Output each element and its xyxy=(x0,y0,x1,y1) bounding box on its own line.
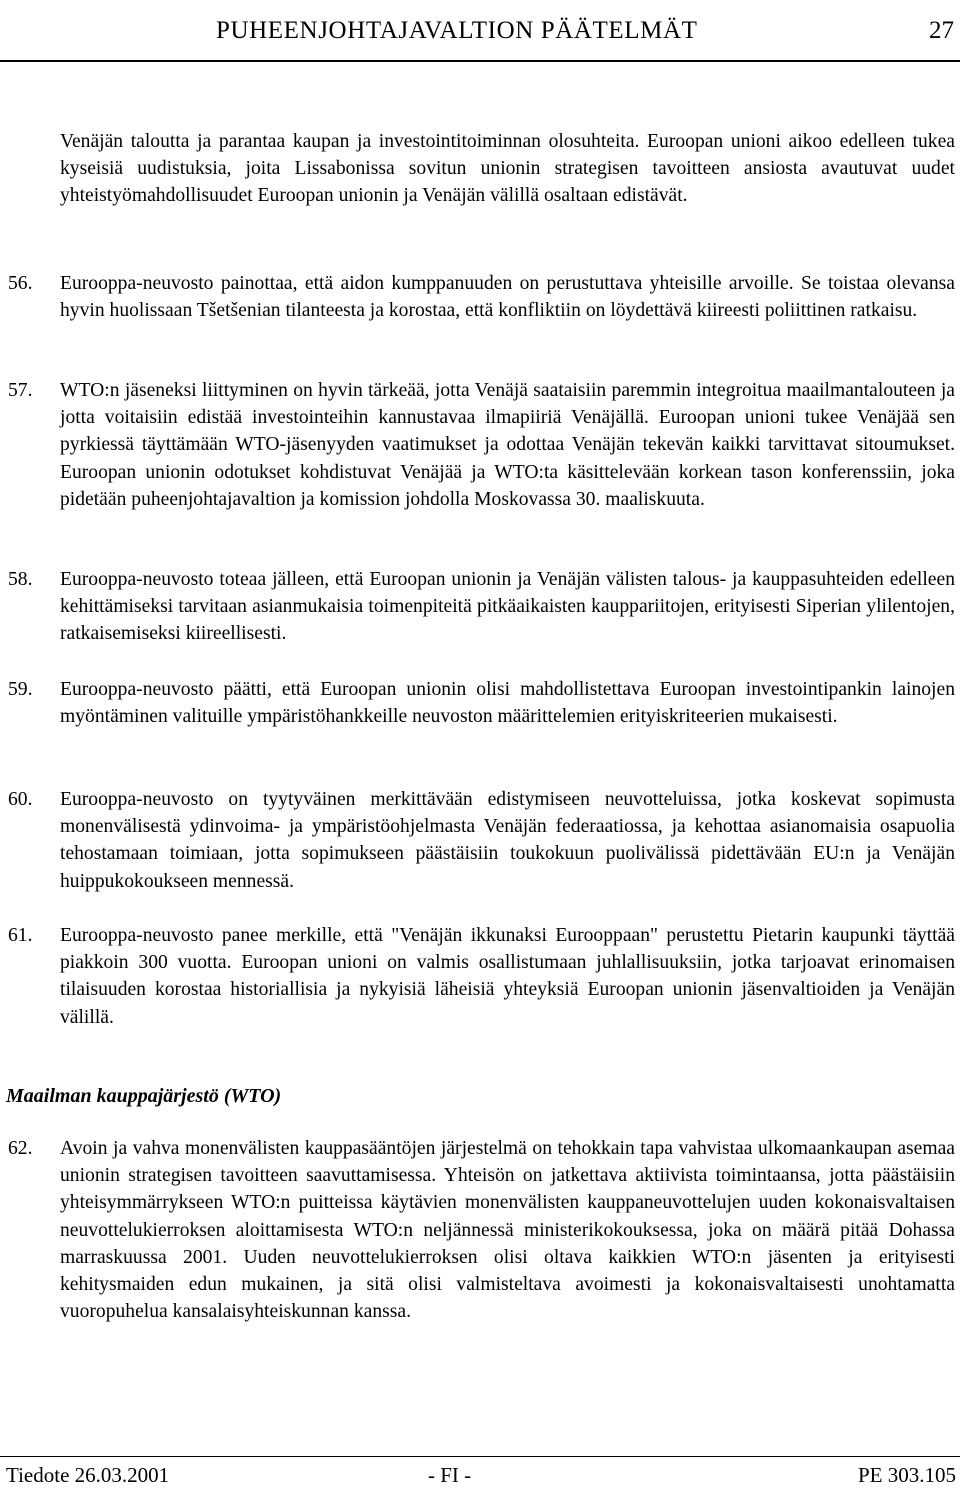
header-title: PUHEENJOHTAJAVALTION PÄÄTELMÄT xyxy=(216,17,698,44)
page-footer xyxy=(0,1456,960,1492)
item-number: 62. xyxy=(8,1138,33,1159)
item-number: 56. xyxy=(8,273,33,294)
item-number: 59. xyxy=(8,679,33,700)
footer-press-release-date: Tiedote 26.03.2001 xyxy=(6,1463,170,1487)
item-number: 60. xyxy=(8,789,33,810)
item-number: 57. xyxy=(8,380,33,401)
item-text: Eurooppa-neuvosto painottaa, että aidon kumppanuuden on perustuttava yhteisille arvoille. Se toistaa olevansa hyvin huolissaan Tšetšenian tilanteesta ja korostaa, että konfliktiin on löydettävä kiireesti poliittinen ratkaisu. xyxy=(60,273,955,322)
footer-language-code: - FI - xyxy=(428,1463,472,1487)
item-text: WTO:n jäseneksi liittyminen on hyvin tärkeää, jotta Venäjä saataisiin paremmin integroitua maailmantalouteen ja jotta voitaisiin edistää investointeihin kannustavaa ilmapiiriä Venäjällä. Euroopan unioni tukee Venäjää sen pyrkiessä täyttämään WTO-jäsenyyden vaatimukset ja odottaa Venäjän tekevän kaikki tarvittavat sitoumukset. Euroopan unionin odotukset kohdistuvat Venäjää ja WTO:ta käsittelevään korkean tason konferenssiin, joka pidetään puheenjohtajavaltion ja komission johdolla Moskovassa 30. maaliskuuta. xyxy=(60,380,955,510)
running-header xyxy=(0,12,960,62)
item-number: 58. xyxy=(8,569,33,590)
item-text: Eurooppa-neuvosto panee merkille, että "Venäjän ikkunaksi Eurooppaan" perustettu Pietarin kaupunki täyttää piakkoin 300 vuotta. Euroopan unioni on valmis osallistumaan juhlallisuuksiin, jotka tarjoavat erinomaisen tilaisuuden korostaa historiallisia ja nykyisiä läheisiä yhteyksiä Euroopan unionin jäsenvaltioiden ja Venäjän välillä. xyxy=(60,925,955,1028)
header-page-number: 27 xyxy=(929,17,954,44)
item-text: Eurooppa-neuvosto on tyytyväinen merkittävään edistymiseen neuvotteluissa, jotka koskevat sopimusta monenvälisestä ydinvoima- ja ympäristöohjelmasta Venäjän federaatiossa, ja kehottaa asianomaisia osapuolia tehostamaan toimiaan, jotta sopimukseen päästäisiin toukokuun puolivälissä pidettävään EU:n ja Venäjän huippukokoukseen mennessä. xyxy=(60,789,955,892)
item-text: Eurooppa-neuvosto päätti, että Euroopan unionin olisi mahdollistettava Euroopan investointipankin lainojen myöntäminen valituille ympäristöhankkeille neuvoston määrittelemien erityiskriteerien mukaisesti. xyxy=(60,679,955,728)
item-number: 61. xyxy=(8,925,33,946)
intro-paragraph: Venäjän taloutta ja parantaa kaupan ja investointitoiminnan olosuhteita. Euroopan unioni aikoo edelleen tukea kyseisiä uudistuksia, joita Lissabonissa sovitun unionin strategisen tavoitteen ansiosta avautuvat uudet yhteistyömahdollisuudet Euroopan unionin ja Venäjän välillä osaltaan edistävät. xyxy=(60,131,955,207)
item-text: Eurooppa-neuvosto toteaa jälleen, että Euroopan unionin ja Venäjän välisten talous- ja kauppasuhteiden edelleen kehittämiseksi tarvitaan asianmukaisia toimenpiteitä pitkäaikaisten kauppariitojen, erityisesti Siperian ylilentojen, ratkaisemiseksi kiireellisesti. xyxy=(60,569,955,645)
item-text: Avoin ja vahva monenvälisten kauppasääntöjen järjestelmä on tehokkain tapa vahvistaa ulkomaankaupan asemaa unionin strategisen tavoitteen saavuttamisessa. Yhteisön on jatkettava aktiivista toimintaansa, jotta päästäisiin yhteisymmärrykseen WTO:n puitteissa käytävien monenvälisten kauppaneuvottelujen uuden kokonaisvaltaisen neuvottelukierroksen aloittamisesta WTO:n neljännessä ministerikokouksessa, joka on määrä pitää Dohassa marraskuussa 2001. Uuden neuvottelukierroksen olisi oltava kaikkien WTO:n jäsenten ja erityisesti kehitysmaiden edun mukainen, ja sitä olisi valmisteltava avoimesti ja kokonaisvaltaisesti unohtamatta vuoropuhelua kansalaisyhteiskunnan kanssa. xyxy=(60,1138,955,1323)
footer-document-reference: PE 303.105 xyxy=(857,1463,956,1487)
section-heading: Maailman kauppajärjestö (WTO) xyxy=(6,1085,282,1107)
